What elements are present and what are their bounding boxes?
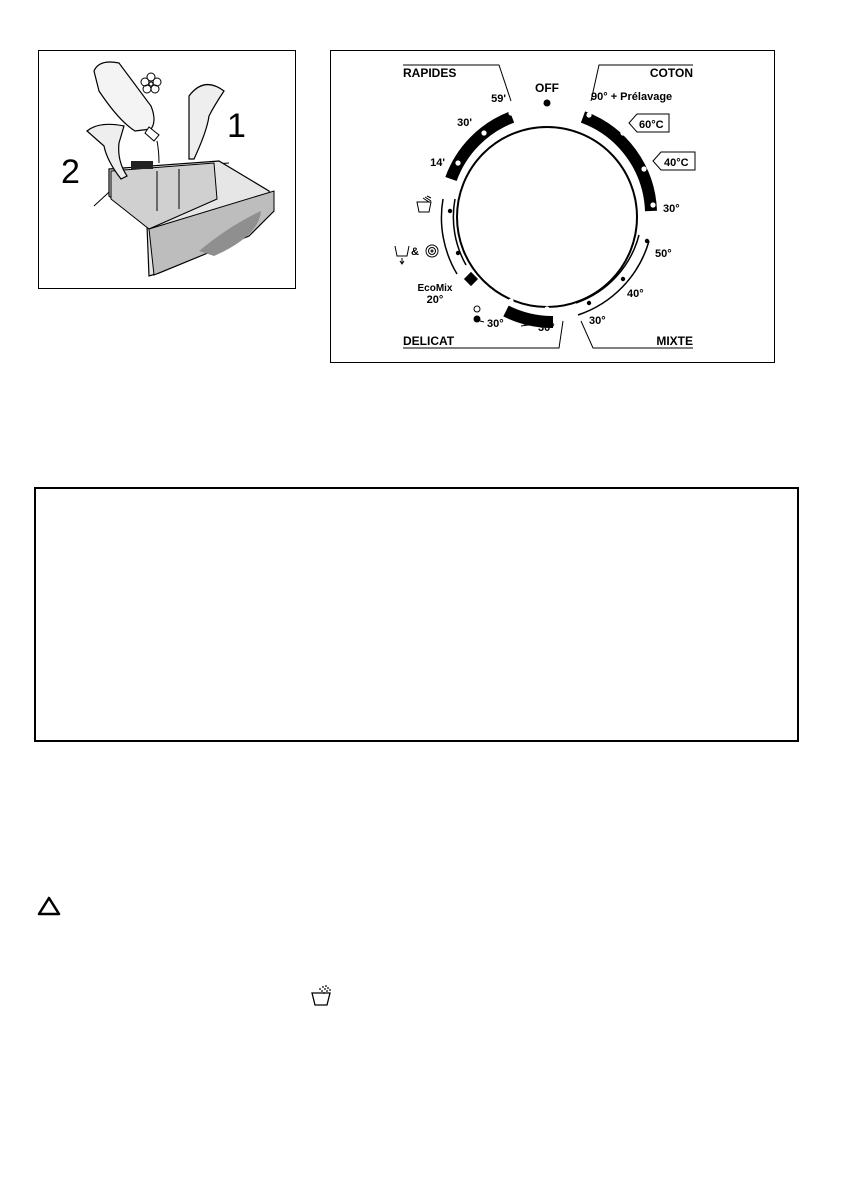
group-coton-label: COTON [649, 66, 693, 80]
delicat-silk-30-label: 30° [538, 322, 555, 334]
compartment-2-label: 2 [61, 153, 80, 191]
delicat-wool-30-label: 30° [487, 318, 504, 330]
coton-30-label: 30° [663, 203, 680, 215]
rapides-14-label: 14' [430, 157, 445, 169]
dial-knob[interactable] [457, 127, 637, 307]
rinse-icon [417, 196, 431, 212]
warning-triangle-icon [37, 896, 61, 916]
program-dial [331, 51, 774, 362]
drain-spin-amp: & [411, 246, 419, 258]
softener-flower-icon [141, 73, 161, 93]
ecomix-label: EcoMix [417, 283, 453, 294]
delicat-arc [506, 311, 553, 322]
mixte-30-label: 30° [589, 315, 606, 327]
group-delicat-label: DELICAT [403, 334, 455, 348]
ecomix-marker [464, 272, 478, 286]
group-rapides-label: RAPIDES [403, 66, 457, 80]
drain-icon [395, 246, 409, 264]
coton-90-label: 90° + Prélavage [591, 91, 673, 103]
off-position-dot [544, 100, 551, 107]
off-label: OFF [535, 81, 559, 95]
empty-notice-box [34, 487, 799, 742]
ecomix-temp-label: 20° [426, 294, 444, 306]
wool-icon [474, 306, 484, 322]
group-mixte-label: MIXTE [656, 334, 693, 348]
mixte-40-label: 40° [627, 288, 644, 300]
inline-rinse-icon [308, 984, 334, 1008]
dispenser-drawing [39, 51, 295, 288]
coton-40-label: 40°C [664, 157, 689, 169]
program-dial-panel [330, 50, 775, 363]
rapides-59-label: 59' [491, 93, 506, 105]
coton-60-label: 60°C [639, 119, 664, 131]
dispenser-illustration [38, 50, 296, 289]
mixte-50-label: 50° [655, 248, 672, 260]
spin-icon [426, 245, 438, 257]
compartment-1-label: 1 [227, 107, 246, 145]
rapides-30-label: 30' [457, 117, 472, 129]
